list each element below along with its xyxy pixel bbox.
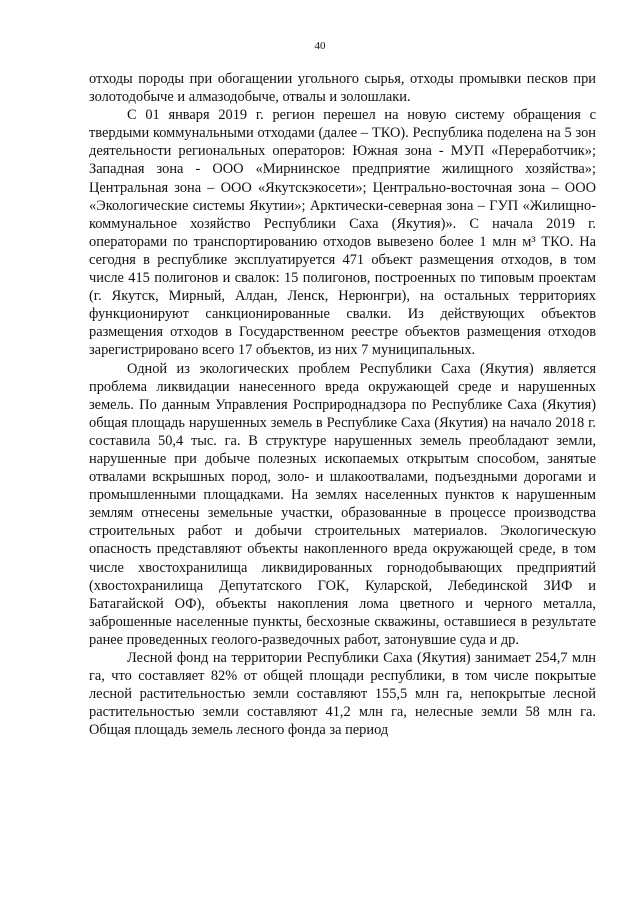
document-body: [89, 70, 596, 739]
paragraph-waste-types-continuation: отходы породы при обогащении угольного сырья, отходы промывки песков при золотодобыче и алмазодобыче, отвалы и золошлаки.: [89, 71, 596, 106]
paragraph-msw-system: С 01 января 2019 г. регион перешел на новую систему обращения с твердыми коммунальными отходами (далее – ТКО). Республика поделена на 5 зон деятельности региональных операторов: Южная зона - МУП «Переработчик»; Западная зона - ООО «Мирнинское предприятие жилищного хозяйства»; Центральная зона – ООО «Якутскэкосети»; Центрально-восточная зона – ООО «Экологические системы Якутии»; Арктически-северная зона – ГУП «Жилищно-коммунальное хозяйство Республики Саха (Якутия)». С начала 2019 г. операторами по транспортированию отходов вывезено более 1 млн м³ ТКО. На сегодня в республике эксплуатируется 471 объект размещения отходов, в том числе 415 полигонов и свалок: 15 полигонов, построенных по типовым проектам (г. Якутск, Мирный, Алдан, Ленск, Нерюнгри), на остальных территориях функционируют санкционированные свалки. Из действующих объектов размещения отходов в Государственном реестре объектов размещения отходов зарегистрировано всего 17 объектов, из них 7 муниципальных.: [89, 107, 596, 359]
paragraph-forest-fund: Лесной фонд на территории Республики Саха (Якутия) занимает 254,7 млн га, что составляет 82% от общей площади республики, в том числе покрытые лесной растительностью земли составляют 155,5 млн га, непокрытые лесной растительностью земли составляют 41,2 млн га, нелесные земли 58 млн га. Общая площадь земель лесного фонда за период: [89, 650, 596, 739]
paragraph-disturbed-lands: Одной из экологических проблем Республики Саха (Якутия) является проблема ликвидации нанесенного вреда окружающей среде и нарушенных земель. По данным Управления Росприроднадзора по Республике Саха (Якутия) общая площадь нарушенных земель в Республике Саха (Якутия) на начало 2018 г. составила 50,4 тыс. га. В структуре нарушенных земель преобладают земли, нарушенные при добыче полезных ископаемых открытым способом, занятые отвалами вскрышных пород, золо- и шлакоотвалами, подъездными дорогами и промышленными площадками. На землях населенных пунктов к нарушенным землям отнесены земельные участки, образованные в процессе производства строительных работ и добычи строительных материалов. Экологическую опасность представляют объекты накопленного вреда окружающей среде, в том числе хвостохранилища ликвидированных горнодобывающих предприятий (хвостохранилища Депутатского ГОК, Куларской, Лебединской ЗИФ и Батагайской ОФ), объекты накопления лома цветного и черного металла, заброшенные населенные пункты, бесхозные скважины, оставшиеся в результате ранее проведенных геолого-разведочных работ, затонувшие суда и др.: [89, 360, 596, 648]
page-number: 40: [314, 40, 326, 52]
